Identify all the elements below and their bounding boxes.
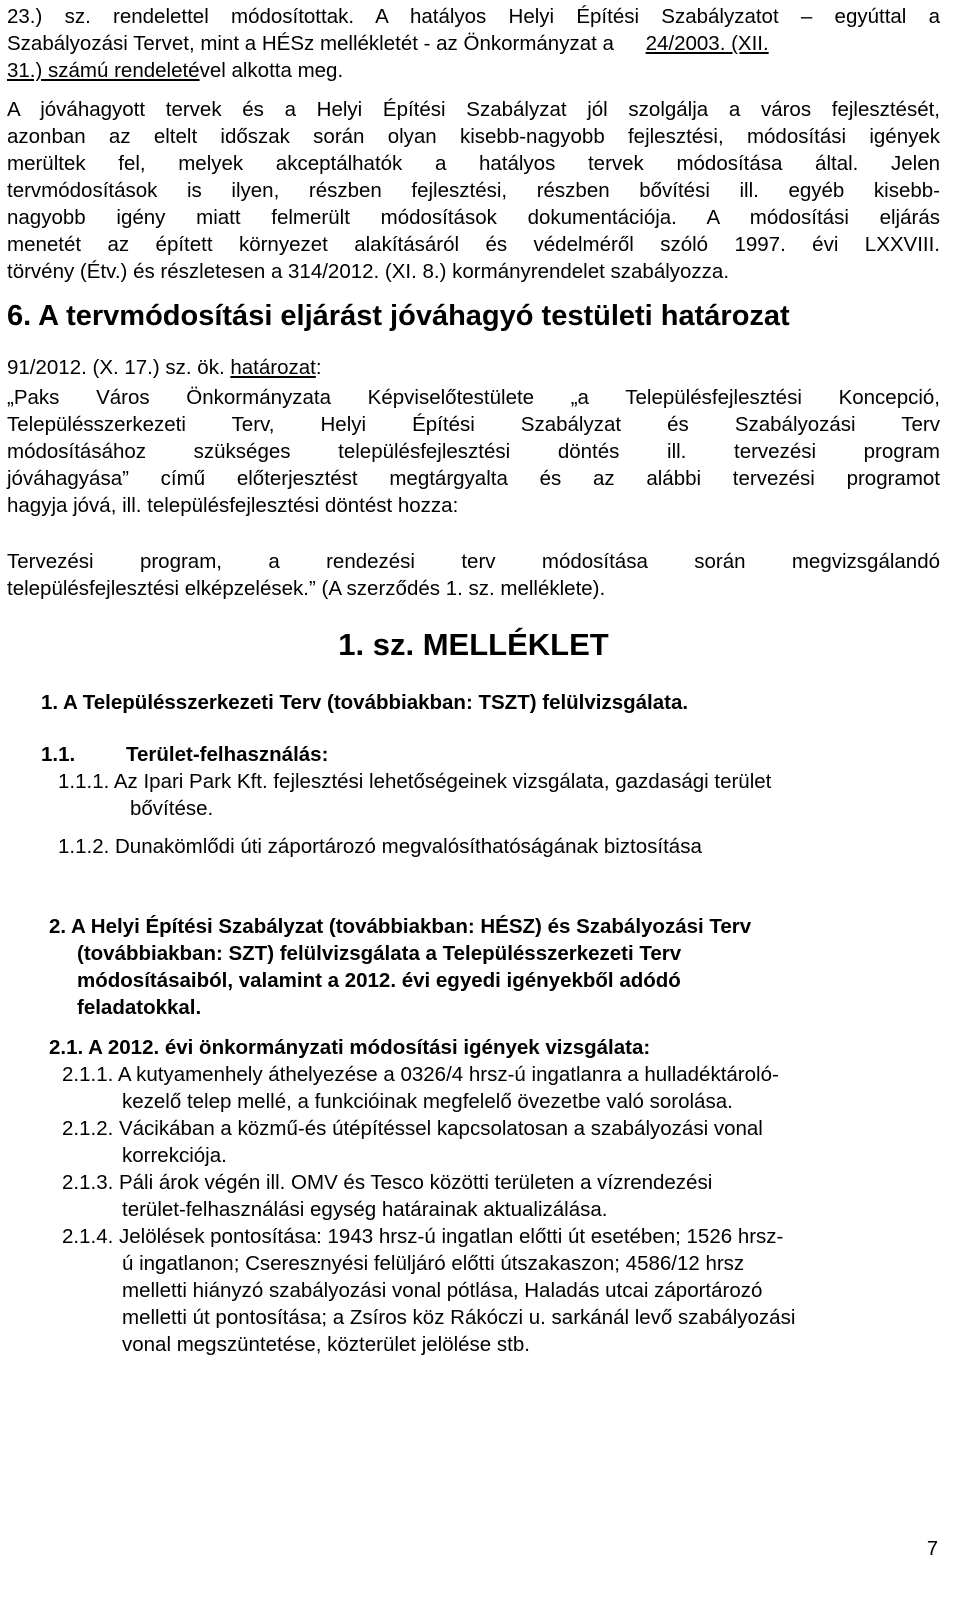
section-2-heading: feladatokkal. — [77, 996, 202, 1019]
list-item: 2.1.3. Páli árok végén ill. OMV és Tesco közötti területen a vízrendezési — [62, 1171, 713, 1194]
list-item: 2.1.1. A kutyamenhely áthelyezése a 0326/4 hrsz-ú ingatlanra a hulladéktároló- — [62, 1063, 779, 1086]
text-line: jóváhagyása” című előterjesztést megtárgyalta és az alábbi tervezési programot — [7, 467, 940, 490]
text-line: módosításához szükséges településfejlesztési döntés ill. tervezési program — [7, 440, 940, 463]
list-item-continuation: ú ingatlanon; Cseresznyési felüljáró előtti útszakaszon; 4586/12 hrsz — [122, 1252, 745, 1275]
text-line: azonban az eltelt időszak során olyan kisebb-nagyobb fejlesztési, módosítási igények — [7, 125, 940, 148]
list-item-continuation: melletti hiányzó szabályozási vonal pótlása, Haladás utcai záportározó — [122, 1279, 763, 1302]
text-line: Tervezési program, a rendezési terv módosítása során megvizsgálandó — [7, 550, 940, 573]
resolution-reference: 91/2012. (X. 17.) sz. ök. határozat: — [7, 356, 322, 379]
list-item-continuation: terület-felhasználási egység határainak aktualizálása. — [122, 1198, 608, 1221]
section-2-1-heading: 2.1. A 2012. évi önkormányzati módosítási igények vizsgálata: — [49, 1036, 651, 1059]
page-number: 7 — [926, 1538, 938, 1560]
text-line: 31.) számú rendeletével alkotta meg. — [7, 59, 344, 82]
text-line: 23.) sz. rendelettel módosítottak. A hatályos Helyi Építési Szabályzatot – egyúttal a — [7, 5, 940, 28]
text-line: „Paks Város Önkormányzata Képviselőtestülete „a Településfejlesztési Koncepció, — [7, 386, 940, 409]
annex-title: 1. sz. MELLÉKLET — [338, 627, 609, 662]
section-1-heading: 1. A Településszerkezeti Terv (továbbiakban: TSZT) felülvizsgálata. — [41, 691, 689, 714]
list-item: 1.1.2. Dunakömlődi úti záportározó megvalósíthatóságának biztosítása — [58, 835, 702, 858]
list-item-continuation: melletti út pontosítása; a Zsíros köz Rákóczi u. sarkánál levő szabályozási — [122, 1306, 796, 1329]
text-line: településfejlesztési elképzelések.” (A szerződés 1. sz. melléklete). — [7, 577, 606, 600]
text-line: Településszerkezeti Terv, Helyi Építési Szabályzat és Szabályozási Terv — [7, 413, 940, 436]
list-item-continuation: kezelő telep mellé, a funkcióinak megfelelő övezetbe való sorolása. — [122, 1090, 733, 1113]
list-item-continuation: korrekciója. — [122, 1144, 227, 1167]
text-line: tervmódosítások is ilyen, részben fejlesztési, részben bővítési ill. egyéb kisebb- — [7, 179, 940, 202]
list-item-continuation: vonal megszüntetése, közterület jelölése stb. — [122, 1333, 530, 1356]
section-1-1-number: 1.1. — [41, 743, 76, 766]
text-line: A jóváhagyott tervek és a Helyi Építési Szabályzat jól szolgálja a város fejlesztését, — [7, 98, 940, 121]
list-item-continuation: bővítése. — [130, 797, 214, 820]
ordinance-reference: 24/2003. (XII. — [645, 32, 769, 55]
section-1-1-heading: Terület-felhasználás: — [126, 743, 329, 766]
text-line: törvény (Étv.) és részletesen a 314/2012. (XI. 8.) kormányrendelet szabályozza. — [7, 260, 730, 283]
text-line: Szabályozási Tervet, mint a HÉSz mellékletét - az Önkormányzat a 24/2003. (XII. — [7, 32, 769, 55]
section-2-heading: (továbbiakban: SZT) felülvizsgálata a Településszerkezeti Terv — [77, 942, 682, 965]
text-line: merültek fel, melyek akceptálhatók a hatályos tervek módosítása által. Jelen — [7, 152, 940, 175]
text-line: menetét az épített környezet alakításáról és védelméről szóló 1997. évi LXXVIII. — [7, 233, 940, 256]
section-2-heading: 2. A Helyi Építési Szabályzat (továbbiakban: HÉSZ) és Szabályozási Terv — [49, 915, 752, 938]
text-line: hagyja jóvá, ill. településfejlesztési döntést hozza: — [7, 494, 459, 517]
section-heading: 6. A tervmódosítási eljárást jóváhagyó testületi határozat — [7, 300, 790, 332]
list-item: 2.1.4. Jelölések pontosítása: 1943 hrsz-ú ingatlan előtti út esetében; 1526 hrsz- — [62, 1225, 784, 1248]
section-2-heading: módosításaiból, valamint a 2012. évi egyedi igényekből adódó — [77, 969, 681, 992]
list-item: 2.1.2. Vácikában a közmű-és útépítéssel kapcsolatosan a szabályozási vonal — [62, 1117, 763, 1140]
list-item: 1.1.1. Az Ipari Park Kft. fejlesztési lehetőségeinek vizsgálata, gazdasági terület — [58, 770, 772, 793]
text-line: nagyobb igény miatt felmerült módosítások dokumentációja. A módosítási eljárás — [7, 206, 940, 229]
ordinance-reference: 31.) számú rendeleté — [7, 59, 200, 82]
